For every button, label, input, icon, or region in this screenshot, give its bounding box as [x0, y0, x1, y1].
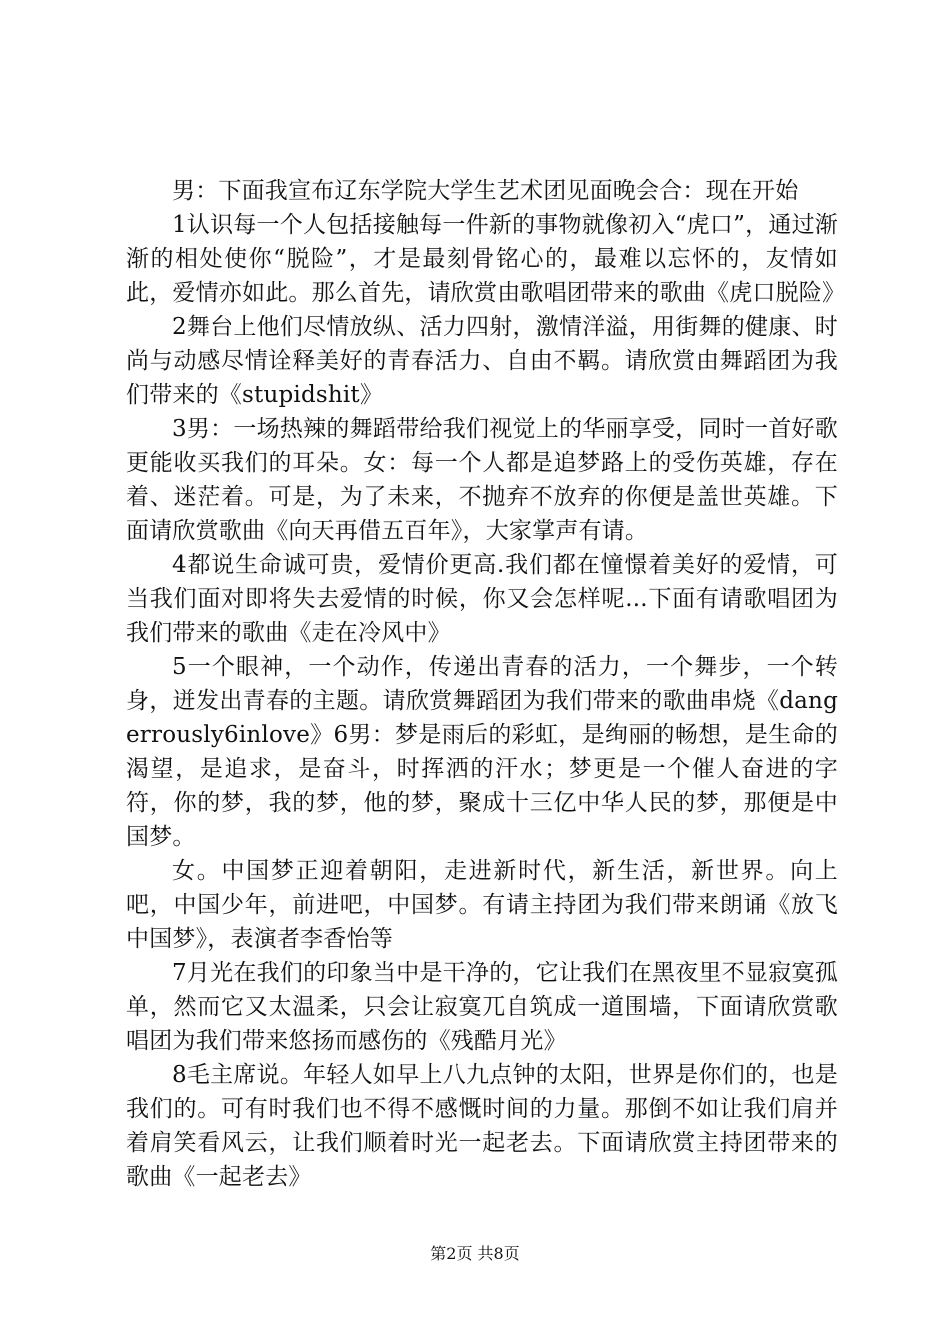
- paragraph-opening: 男：下面我宣布辽东学院大学生艺术团见面晚会合：现在开始: [172, 178, 799, 204]
- page-footer: 第2页 共8页: [430, 1244, 520, 1263]
- document-body: [126, 174, 846, 1194]
- paragraph-4: 4都说生命诚可贵，爱情价更高.我们都在憧憬着美好的爱情，可当我们面对即将失去爱情的时候，你又会怎样呢...下面有请歌唱团为我们带来的歌曲《走在冷风中》: [126, 552, 838, 646]
- paragraph-1: 1认识每一个人包括接触每一件新的事物就像初入“虎口”，通过渐渐的相处使你“脱险”，才是最刻骨铭心的，最难以忘怀的，友情如此，爱情亦如此。那么首先，请欣赏由歌唱团带来的歌曲《虎口脱险》: [126, 212, 846, 306]
- paragraph-7: 7月光在我们的印象当中是干净的，它让我们在黑夜里不显寂寞孤单，然而它又太温柔，只会让寂寞兀自筑成一道围墙，下面请欣赏歌唱团为我们带来悠扬而感伤的《残酷月光》: [126, 960, 838, 1054]
- paragraph-8: 8毛主席说。年轻人如早上八九点钟的太阳，世界是你们的，也是我们的。可有时我们也不得不感慨时间的力量。那倒不如让我们肩并着肩笑看风云，让我们顺着时光一起老去。下面请欣赏主持团带来的歌曲《一起老去》: [126, 1062, 838, 1190]
- paragraph-3: 3男：一场热辣的舞蹈带给我们视觉上的华丽享受，同时一首好歌更能收买我们的耳朵。女：每一个人都是追梦路上的受伤英雄，存在着、迷茫着。可是，为了未来，不抛弃不放弃的你便是盖世英雄。下面请欣赏歌曲《向天再借五百年》，大家掌声有请。: [126, 416, 838, 544]
- paragraph-6: 女。中国梦正迎着朝阳，走进新时代，新生活，新世界。向上吧，中国少年，前进吧，中国梦。有请主持团为我们带来朗诵《放飞中国梦》，表演者李香怡等: [126, 858, 838, 952]
- paragraph-5: 5一个眼神，一个动作，传递出青春的活力，一个舞步，一个转身，迸发出青春的主题。请欣赏舞蹈团为我们带来的歌曲串烧《dangerrously6inlove》6男：梦是雨后的彩虹，是绚丽的畅想，是生命的渴望，是追求，是奋斗，时挥洒的汗水；梦更是一个催人奋进的字符，你的梦，我的梦，他的梦，聚成十三亿中华人民的梦，那便是中国梦。: [126, 654, 838, 850]
- paragraph-2: 2舞台上他们尽情放纵、活力四射，激情洋溢，用街舞的健康、时尚与动感尽情诠释美好的青春活力、自由不羁。请欣赏由舞蹈团为我们带来的《stupidshit》: [126, 314, 838, 408]
